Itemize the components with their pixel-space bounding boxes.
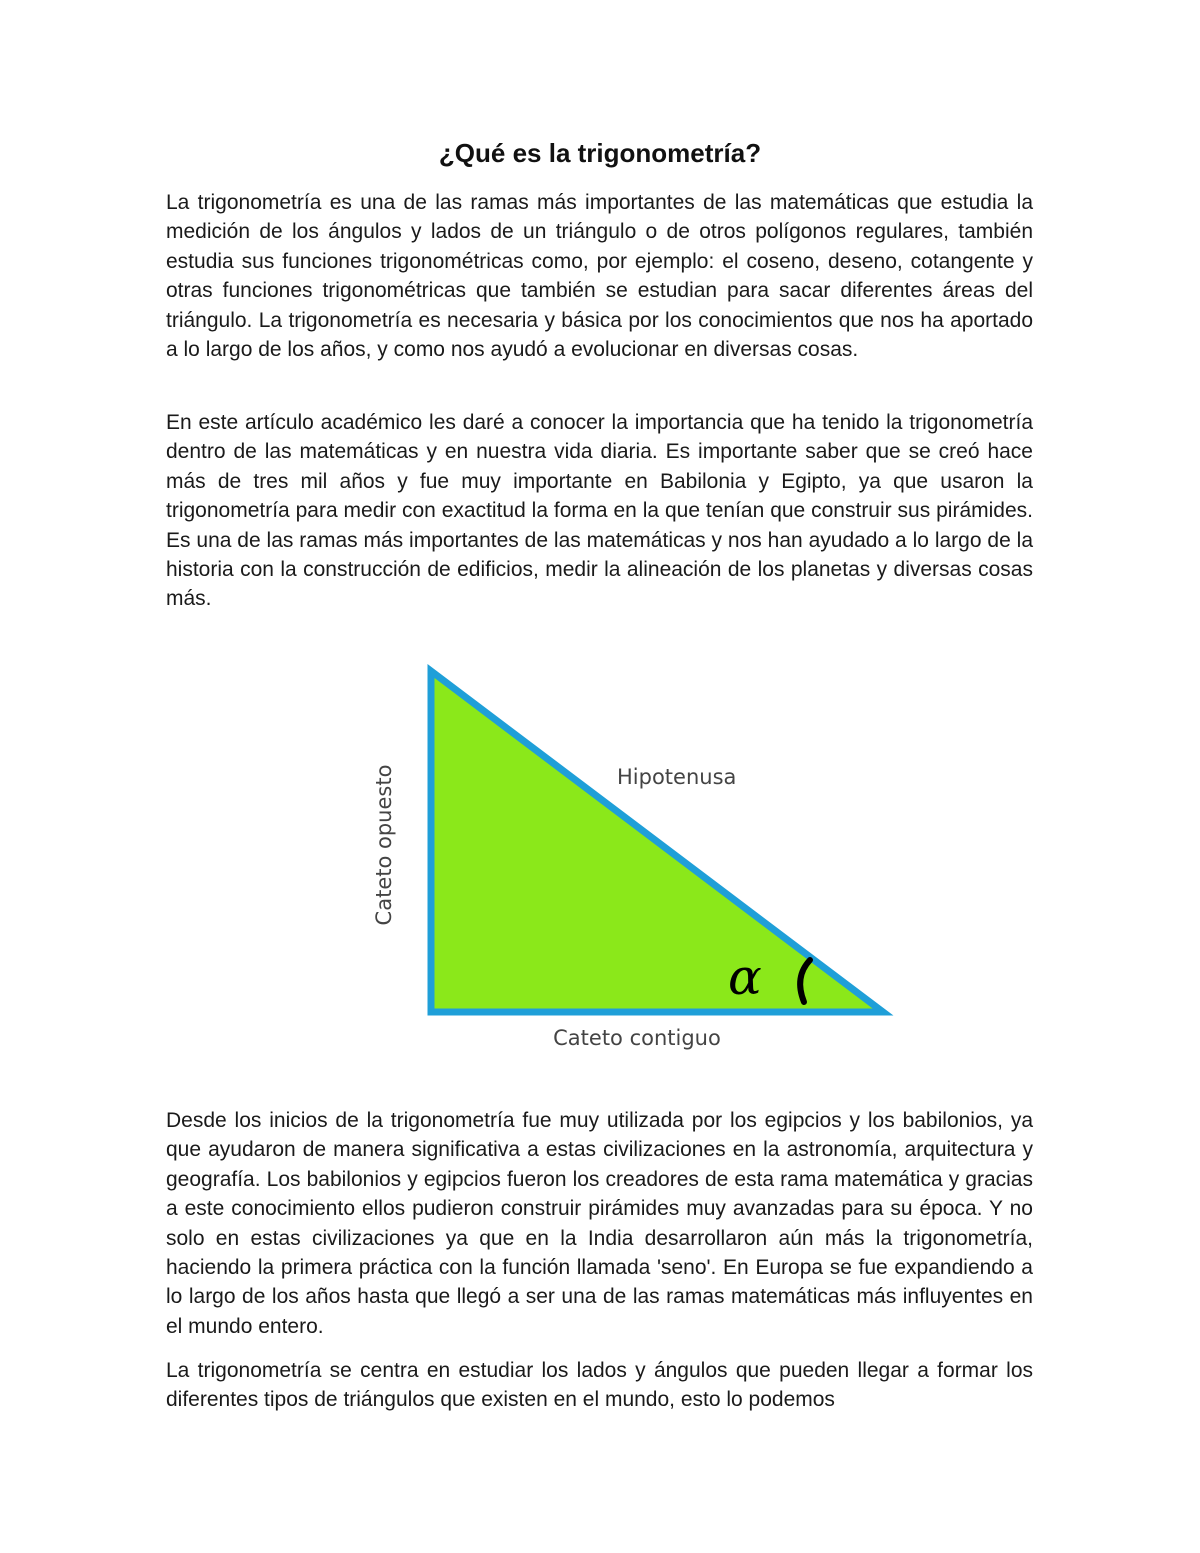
- paragraph-intro: La trigonometría es una de las ramas más importantes de las matemáticas que estudia la medición de los ángulos y lados de un triángulo o de otros polígonos regulares, también estudia sus funciones trigonométricas como, por ejemplo: el coseno, deseno, cotangente y otras funciones trigonométricas que también se estudian para sacar diferentes áreas del triángulo. La trigonometría es necesaria y básica por los conocimientos que nos ha aportado a lo largo de los años, y como nos ayudó a evolucionar en diversas cosas.: [166, 191, 1033, 362]
- right-triangle-diagram: [340, 632, 920, 1062]
- opposite-side-label: Cateto opuesto: [372, 764, 396, 926]
- paragraph-focus: La trigonometría se centra en estudiar los lados y ángulos que pueden llegar a formar los diferentes tipos de triángulos que existen en el mundo, esto lo podemos: [166, 1359, 1033, 1412]
- angle-alpha-label: α: [728, 948, 762, 1006]
- adjacent-side-label: Cateto contiguo: [553, 1026, 721, 1050]
- triangle-shape: [431, 671, 883, 1012]
- hypotenuse-label: Hipotenusa: [617, 765, 737, 789]
- paragraph-article-purpose: En este artículo académico les daré a conocer la importancia que ha tenido la trigonometría dentro de las matemáticas y en nuestra vida diaria. Es importante saber que se creó hace más de tres mil años y fue muy importante en Babilonia y Egipto, ya que usaron la trigonometría para medir con exactitud la forma en la que tenían que construir sus pirámides. Es una de las ramas más importantes de las matemáticas y nos han ayudado a lo largo de la historia con la construcción de edificios, medir la alineación de los planetas y diversas cosas más.: [166, 411, 1033, 611]
- page-title: ¿Qué es la trigonometría?: [438, 138, 762, 168]
- paragraph-history: Desde los inicios de la trigonometría fue muy utilizada por los egipcios y los babilonios, ya que ayudaron de manera significativa a estas civilizaciones en la astronomía, arquitectura y geografía. Los babilonios y egipcios fueron los creadores de esta rama matemática y gracias a este conocimiento ellos pudieron construir pirámides muy avanzadas para su época. Y no solo en estas civilizaciones ya que en la India desarrollaron aún más la trigonometría, haciendo la primera práctica con la función llamada 'seno'. En Europa se fue expandiendo a lo largo de los años hasta que llegó a ser una de las ramas matemáticas más influyentes en el mundo entero.: [166, 1109, 1033, 1338]
- right-triangle-figure: [340, 632, 920, 1062]
